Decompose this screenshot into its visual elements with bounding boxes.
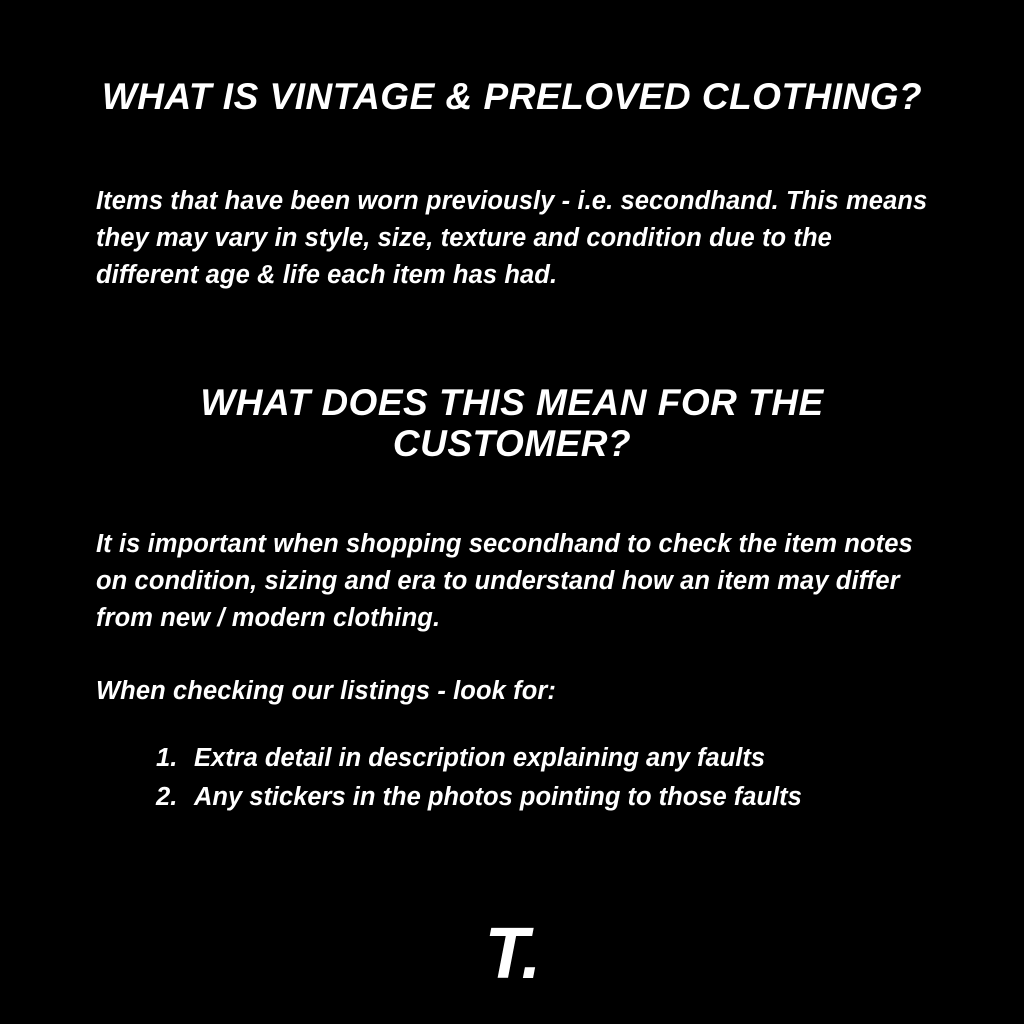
spacer: [96, 637, 928, 673]
customer-paragraph-1: It is important when shopping secondhand to check the item notes on condition, sizing and era to understand how an item may differ from new / modern clothing.: [96, 530, 913, 632]
section-heading-customer: WHAT DOES THIS MEAN FOR THE CUSTOMER?: [200, 381, 824, 465]
spacer: [0, 709, 1024, 739]
logo-group: [484, 914, 540, 995]
customer-paragraph-block: [0, 526, 1024, 709]
spacer: [0, 117, 1024, 183]
spacer: [0, 294, 1024, 382]
intro-paragraph-block: [0, 183, 1024, 293]
list-item: Extra detail in description explaining any faults: [194, 744, 766, 773]
customer-paragraph-2: When checking our listings - look for:: [96, 676, 556, 705]
faults-list: [0, 739, 1024, 817]
list-item: Any stickers in the photos pointing to those faults: [194, 783, 802, 812]
spacer: [0, 464, 1024, 526]
intro-paragraph: Items that have been worn previously - i.e. secondhand. This means they may vary in style, size, texture and condition due to the different age & life each item has had.: [96, 187, 928, 289]
brand-logo: [0, 914, 1024, 995]
page-title: WHAT IS VINTAGE & PRELOVED CLOTHING?: [101, 76, 923, 117]
logo-mark-icon: T.: [484, 914, 540, 995]
